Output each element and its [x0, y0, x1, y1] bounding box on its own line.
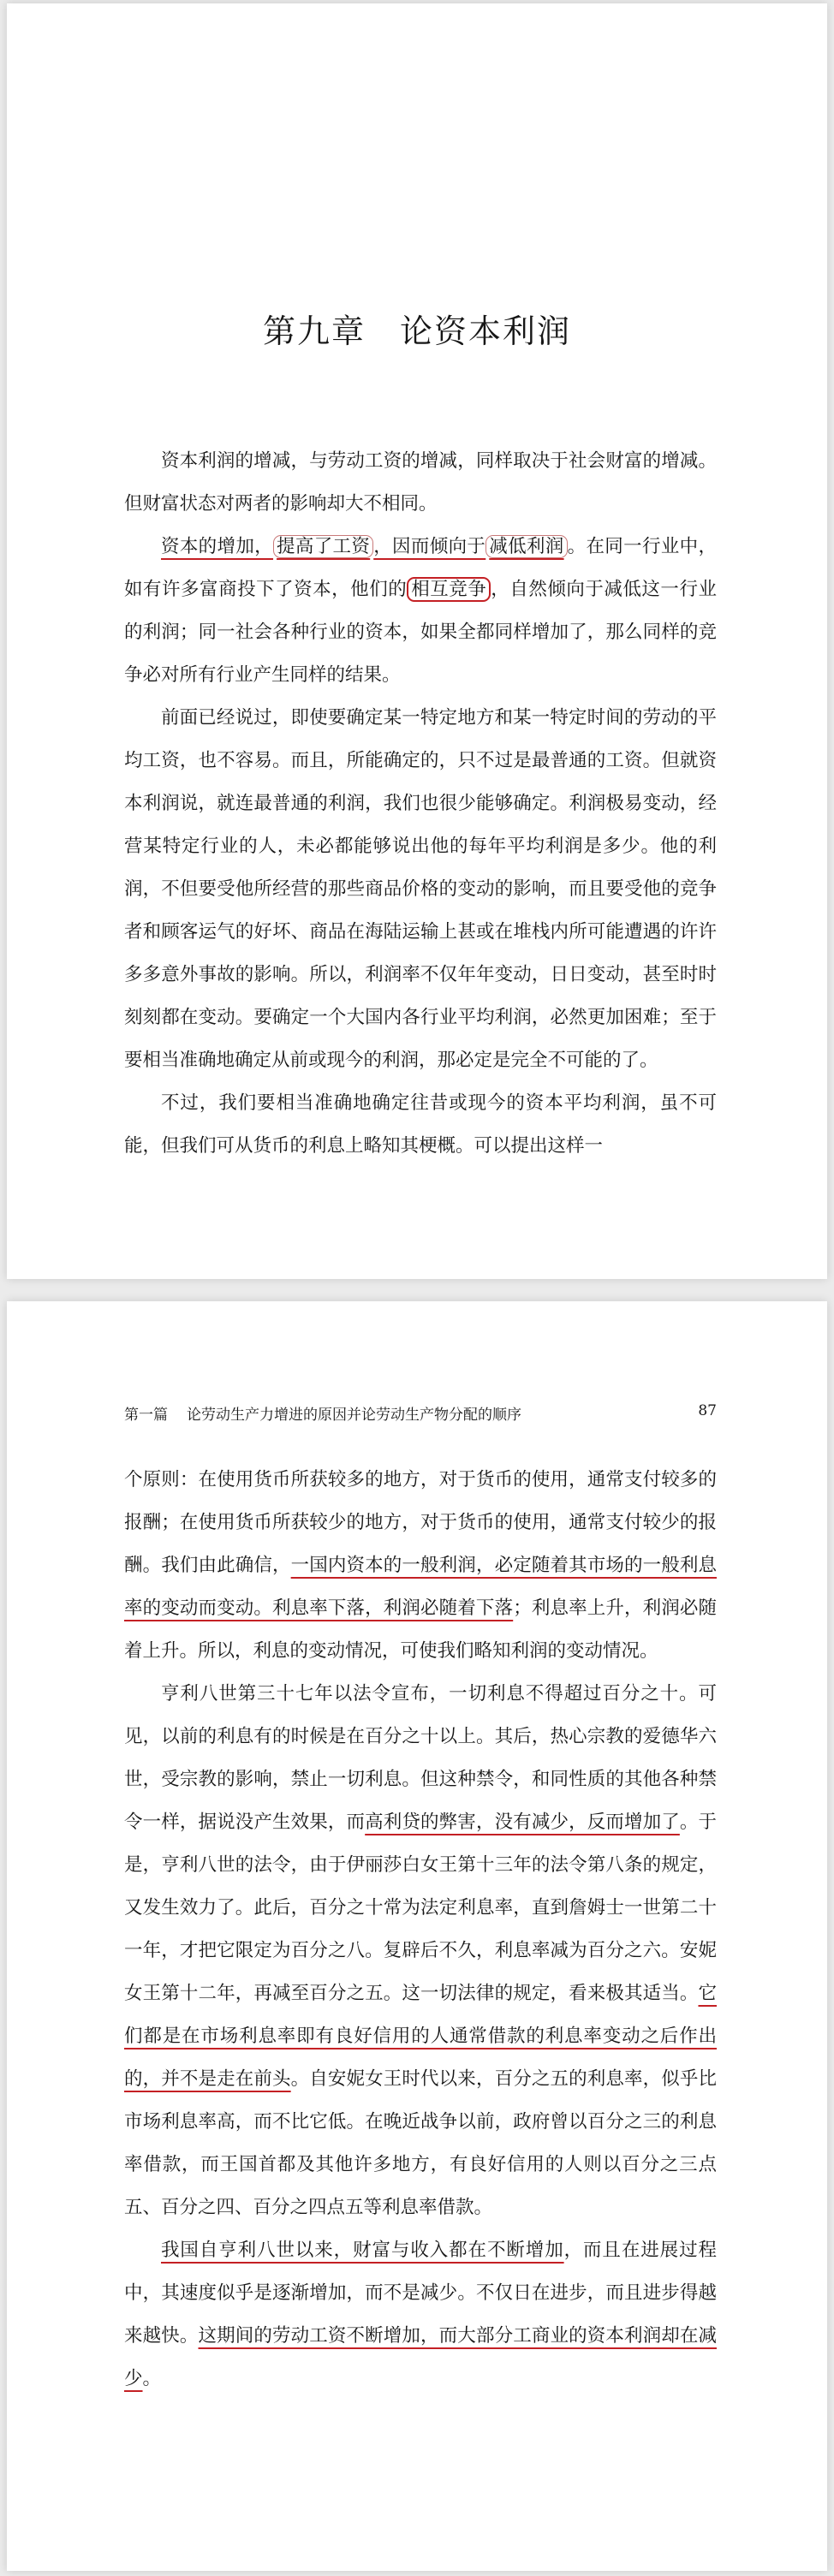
underlined-text: 一国内资本的一般利润，必定随着其市场的一般利息率的变动而变动。利息率下落，利润必随着下落	[124, 1555, 717, 1619]
running-head	[124, 1402, 717, 1424]
page-86	[7, 3, 827, 1279]
running-head-title: 论劳动生产力增进的原因并论劳动生产物分配的顺序	[187, 1407, 521, 1424]
underlined-text: 它们都是在市场利息率即有良好信用的人通常借款的利息率变动之后作出的，并不是走在前头	[124, 1983, 717, 2090]
circled-phrase: 提高了工资	[273, 535, 373, 558]
page1-body	[124, 440, 717, 1168]
underlined-text: 资本的增加， 提高了工资 ，因而倾向于 减低利润	[161, 535, 568, 558]
page-number: 87	[698, 1402, 717, 1419]
page2-body	[124, 1459, 717, 2400]
underlined-text: 高利贷的弊害，没有减少，反而增加了	[365, 1812, 680, 1833]
paragraph: 资本的增加， 提高了工资 ，因而倾向于 减低利润 。在同一行业中，如有许多富商投下了资本，他们的 相互竞争 ，自然倾向于减低这一行业的利润；同一社会各种行业的资本，如果全都同样增加了，那么同样的竞争必对所有行业产生同样的结果。	[124, 536, 717, 686]
chapter-title: 第九章 论资本利润	[262, 312, 571, 350]
paragraph: 资本利润的增减，与劳动工资的增减，同样取决于社会财富的增减。但财富状态对两者的影响却大不相同。	[124, 450, 717, 515]
circled-phrase: 相互竞争	[407, 577, 491, 602]
paragraph: 我国自亨利八世以来，财富与收入都在不断增加，而且在进展过程中，其速度似乎是逐渐增加，而不是减少。不仅日在进步，而且进步得越来越快。这期间的劳动工资不断增加，而大部分工商业的资本利润却在减少。	[124, 2240, 717, 2389]
paragraph: 前面已经说过，即使要确定某一特定地方和某一特定时间的劳动的平均工资，也不容易。而且，所能确定的，只不过是最普通的工资。但就资本利润说，就连最普通的利润，我们也很少能够确定。利润极易变动，经营某特定行业的人，未必都能够说出他的每年平均利润是多少。他的利润，不但要受他所经营的那些商品价格的变动的影响，而且要受他的竞争者和顾客运气的好坏、商品在海陆运输上甚或在堆栈内所可能遭遇的许许多多意外事故的影响。所以，利润率不仅年年变动，日日变动，甚至时时刻刻都在变动。要确定一个大国内各行业平均利润，必然更加困难；至于要相当准确地确定从前或现今的利润，那必定是完全不可能的了。	[124, 707, 717, 1071]
paragraph: 亨利八世第三十七年以法令宣布，一切利息不得超过百分之十。可见，以前的利息有的时候是在百分之十以上。其后，热心宗教的爱德华六世，受宗教的影响，禁止一切利息。但这种禁令，和同性质的其他各种禁令一样，据说没产生效果，而高利贷的弊害，没有减少，反而增加了。于是，亨利八世的法令，由于伊丽莎白女王第十三年的法令第八条的规定，又发生效力了。此后，百分之十常为法定利息率，直到詹姆士一世第二十一年，才把它限定为百分之八。复辟后不久，利息率减为百分之六。安妮女王第十二年，再减至百分之五。这一切法律的规定，看来极其适当。它们都是在市场利息率即有良好信用的人通常借款的利息率变动之后作出的，并不是走在前头。自安妮女王时代以来，百分之五的利息率，似乎比市场利息率高，而不比它低。在晚近战争以前，政府曾以百分之三的利息率借款，而王国首都及其他许多地方，有良好信用的人则以百分之三点五、百分之四、百分之四点五等利息率借款。	[124, 1683, 717, 2218]
running-head-part: 第一篇	[124, 1407, 168, 1424]
paragraph: 不过，我们要相当准确地确定往昔或现今的资本平均利润，虽不可能，但我们可从货币的利息上略知其梗概。可以提出这样一	[124, 1092, 717, 1157]
page-87	[7, 1301, 827, 2571]
underlined-text: 这期间的劳动工资不断增加，而大部分工商业的资本利润却在减少	[124, 2325, 717, 2389]
underlined-text: 我国自亨利八世以来，财富与收入都在不断增加	[161, 2240, 564, 2261]
paragraph: 个原则：在使用货币所获较多的地方，对于货币的使用，通常支付较多的报酬；在使用货币所获较少的地方，对于货币的使用，通常支付较少的报酬。我们由此确信，一国内资本的一般利润，必定随着其市场的一般利息率的变动而变动。利息率下落，利润必随着下落；利息率上升，利润必随着上升。所以，利息的变动情况，可使我们略知利润的变动情况。	[124, 1469, 717, 1662]
circled-phrase: 减低利润	[486, 535, 567, 558]
